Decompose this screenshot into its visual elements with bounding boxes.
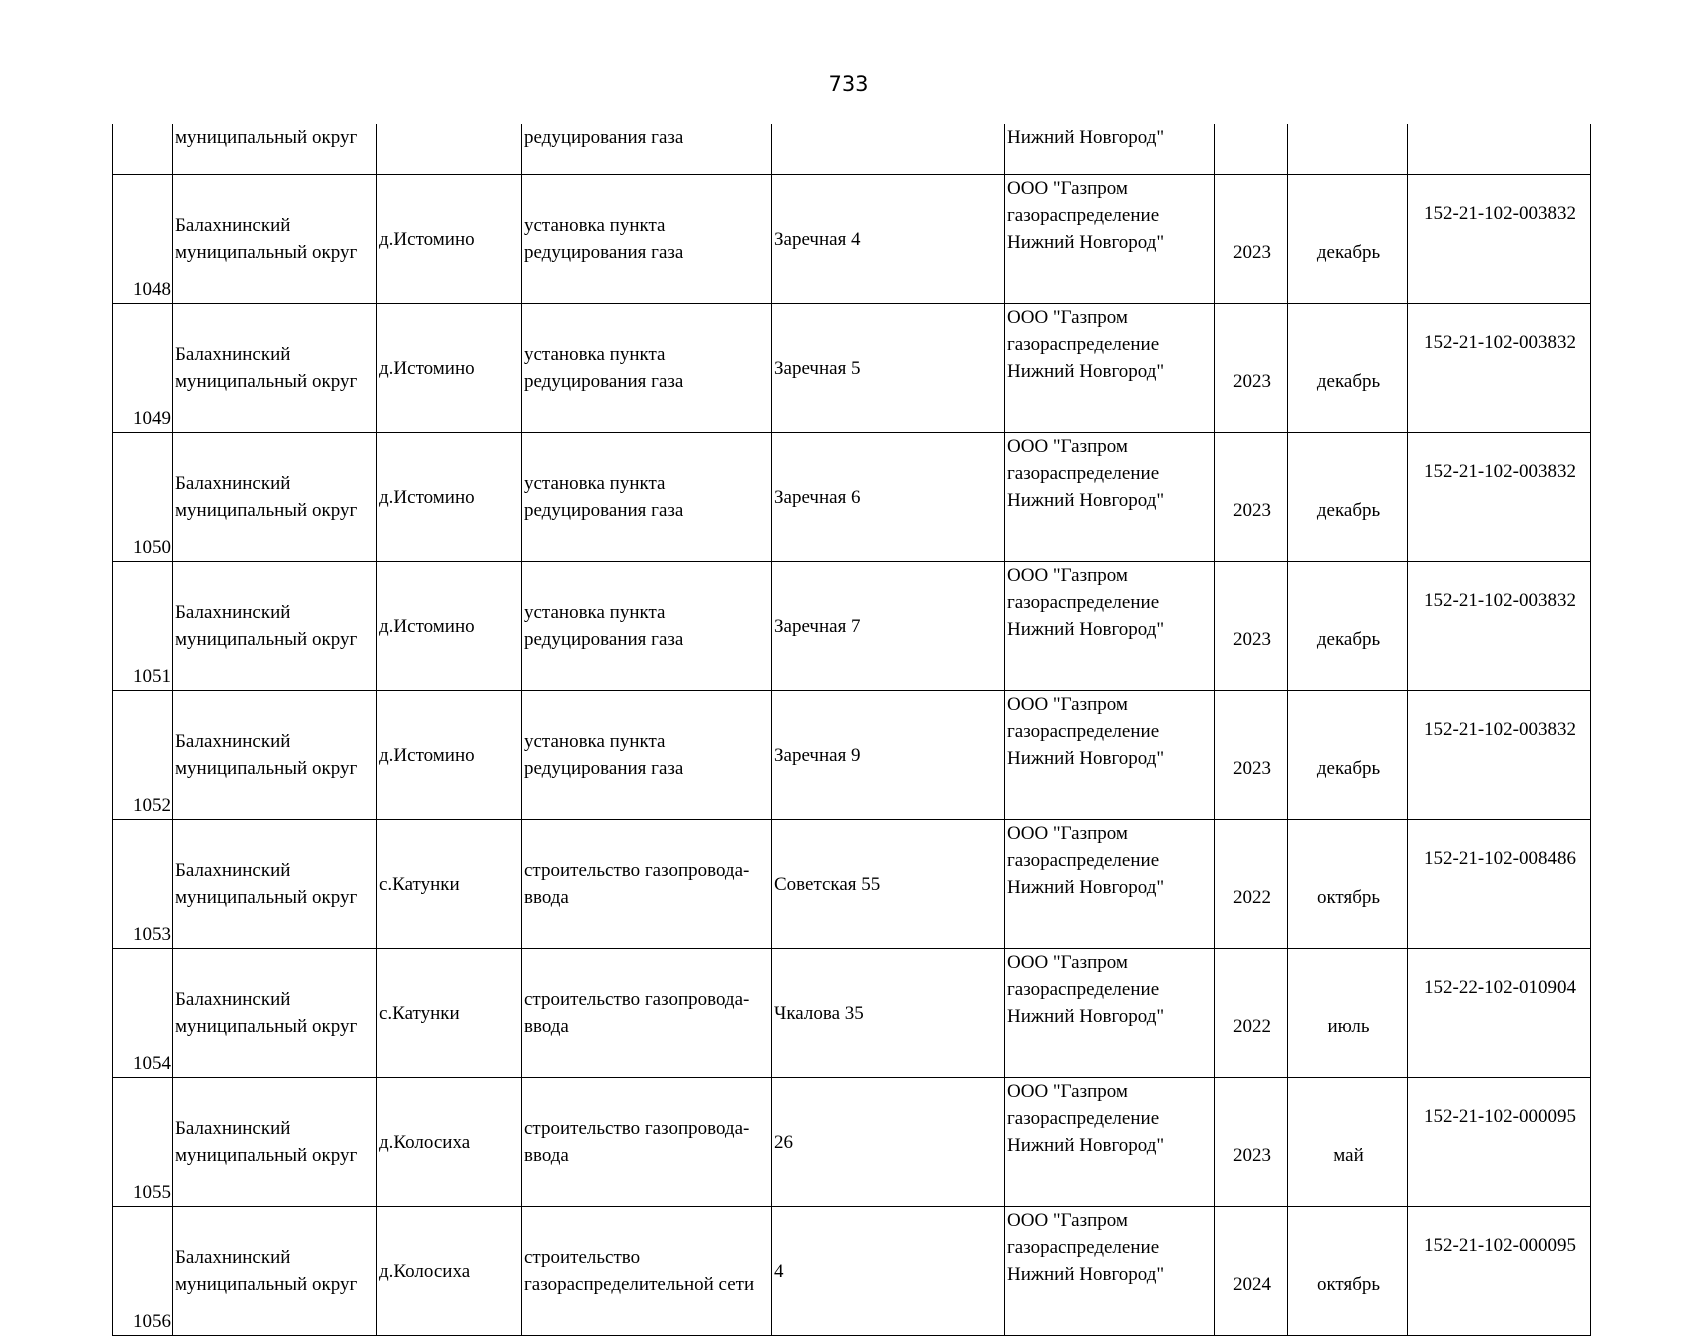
cell-settlement — [377, 175, 522, 304]
cell-organization-text: ООО "Газпром газораспределение Нижний Новгород" — [1007, 952, 1165, 1027]
cell-organization — [1005, 949, 1215, 1078]
cell-organization-text: ООО "Газпром газораспределение Нижний Новгород" — [1007, 1210, 1165, 1285]
cell-work — [522, 949, 772, 1078]
cell-work — [522, 175, 772, 304]
cell-district-text: Балахнинский муниципальный округ — [175, 731, 358, 779]
cell-code — [1408, 433, 1591, 562]
cell-year — [1215, 124, 1288, 175]
cell-month — [1288, 1078, 1408, 1207]
cell-organization: Нижний Новгород" — [1005, 124, 1215, 175]
cell-code-text: 152-21-102-000095 — [1424, 1235, 1576, 1256]
cell-settlement-text: д.Истомино — [379, 357, 475, 379]
cell-address-text: Заречная 4 — [774, 228, 861, 250]
cell-number — [113, 820, 173, 949]
cell-number — [113, 433, 173, 562]
cell-work-text: строительство газопровода- ввода — [524, 860, 750, 908]
cell-settlement — [377, 1207, 522, 1336]
cell-month — [1288, 175, 1408, 304]
cell-year-text: 2022 — [1233, 887, 1271, 908]
cell-year — [1215, 1207, 1288, 1336]
cell-district — [173, 1078, 377, 1207]
cell-year-text: 2023 — [1233, 242, 1271, 263]
cell-year-text: 2023 — [1233, 371, 1271, 392]
cell-organization — [1005, 433, 1215, 562]
cell-address — [772, 562, 1005, 691]
cell-number-text: 1048 — [133, 279, 171, 300]
cell-number-text: 1056 — [133, 1311, 171, 1332]
cell-number — [113, 1078, 173, 1207]
cell-organization-text: ООО "Газпром газораспределение Нижний Новгород" — [1007, 178, 1165, 253]
cell-organization-text: ООО "Газпром газораспределение Нижний Новгород" — [1007, 823, 1165, 898]
cell-work-text: установка пункта редуцирования газа — [524, 731, 684, 779]
cell-code — [1408, 1207, 1591, 1336]
gasification-table — [112, 124, 1591, 1336]
cell-settlement-text: с.Катунки — [379, 873, 460, 895]
cell-work — [522, 304, 772, 433]
cell-address — [772, 124, 1005, 175]
cell-code — [1408, 820, 1591, 949]
cell-year — [1215, 691, 1288, 820]
cell-month-text: июль — [1327, 1016, 1370, 1037]
cell-district-text: Балахнинский муниципальный округ — [175, 215, 358, 263]
cell-year-text: 2022 — [1233, 1016, 1271, 1037]
page-number: 733 — [828, 72, 869, 96]
cell-district — [173, 175, 377, 304]
cell-code — [1408, 949, 1591, 1078]
cell-organization-text: ООО "Газпром газораспределение Нижний Новгород" — [1007, 694, 1165, 769]
cell-year — [1215, 304, 1288, 433]
cell-number-text: 1050 — [133, 537, 171, 558]
cell-settlement-text: д.Истомино — [379, 615, 475, 637]
cell-address-text: Советская 55 — [774, 873, 881, 895]
cell-organization — [1005, 1078, 1215, 1207]
cell-district — [173, 949, 377, 1078]
cell-number — [113, 304, 173, 433]
cell-work — [522, 433, 772, 562]
cell-district — [173, 562, 377, 691]
cell-work-text: установка пункта редуцирования газа — [524, 473, 684, 521]
cell-year-text: 2023 — [1233, 500, 1271, 521]
cell-code — [1408, 562, 1591, 691]
cell-address-text: Заречная 6 — [774, 486, 861, 508]
cell-address — [772, 304, 1005, 433]
cell-number-text: 1054 — [133, 1053, 171, 1074]
cell-month-text: октябрь — [1316, 1274, 1381, 1295]
cell-work-text: строительство газопровода- ввода — [524, 989, 750, 1037]
cell-year — [1215, 820, 1288, 949]
cell-number — [113, 562, 173, 691]
cell-organization-text: ООО "Газпром газораспределение Нижний Новгород" — [1007, 307, 1165, 382]
cell-address-text: Чкалова 35 — [774, 1002, 864, 1024]
cell-organization — [1005, 1207, 1215, 1336]
table-row — [113, 1078, 1591, 1207]
cell-address-text: Заречная 5 — [774, 357, 861, 379]
cell-settlement — [377, 1078, 522, 1207]
cell-district-text: Балахнинский муниципальный округ — [175, 344, 358, 392]
cell-year-text: 2023 — [1233, 758, 1271, 779]
cell-code-text: 152-21-102-003832 — [1424, 203, 1576, 224]
cell-district-text: Балахнинский муниципальный округ — [175, 473, 358, 521]
cell-code — [1408, 124, 1591, 175]
cell-code — [1408, 691, 1591, 820]
table-row — [113, 175, 1591, 304]
cell-number — [113, 691, 173, 820]
cell-district-text: Балахнинский муниципальный округ — [175, 860, 358, 908]
cell-number-text: 1052 — [133, 795, 171, 816]
cell-number-text: 1049 — [133, 408, 171, 429]
cell-year — [1215, 1078, 1288, 1207]
cell-address-text: 4 — [774, 1260, 784, 1282]
cell-organization — [1005, 691, 1215, 820]
cell-district: муниципальный округ — [173, 124, 377, 175]
cell-code — [1408, 175, 1591, 304]
cell-settlement-text: д.Истомино — [379, 744, 475, 766]
table-row — [113, 820, 1591, 949]
cell-address — [772, 820, 1005, 949]
cell-month — [1288, 562, 1408, 691]
cell-organization — [1005, 175, 1215, 304]
cell-settlement-text: д.Истомино — [379, 228, 475, 250]
cell-work — [522, 691, 772, 820]
cell-number-text: 1055 — [133, 1182, 171, 1203]
cell-month — [1288, 820, 1408, 949]
continued-row — [113, 124, 1591, 175]
cell-address-text: Заречная 9 — [774, 744, 861, 766]
cell-work — [522, 562, 772, 691]
cell-code-text: 152-21-102-003832 — [1424, 332, 1576, 353]
cell-month-text: декабрь — [1316, 371, 1381, 392]
cell-month — [1288, 1207, 1408, 1336]
cell-number — [113, 949, 173, 1078]
cell-settlement — [377, 562, 522, 691]
cell-month — [1288, 124, 1408, 175]
cell-settlement-text: д.Истомино — [379, 486, 475, 508]
cell-number-text: 1051 — [133, 666, 171, 687]
cell-number-text: 1053 — [133, 924, 171, 945]
cell-settlement — [377, 691, 522, 820]
cell-year-text: 2023 — [1233, 629, 1271, 650]
cell-settlement-text: д.Колосиха — [379, 1260, 471, 1282]
cell-address — [772, 175, 1005, 304]
cell-settlement — [377, 949, 522, 1078]
cell-organization — [1005, 562, 1215, 691]
cell-code-text: 152-21-102-000095 — [1424, 1106, 1576, 1127]
cell-organization — [1005, 820, 1215, 949]
cell-year-text: 2023 — [1233, 1145, 1271, 1166]
cell-month-text: октябрь — [1316, 887, 1381, 908]
cell-year-text: 2024 — [1233, 1274, 1271, 1295]
cell-month-text: декабрь — [1316, 758, 1381, 779]
cell-year — [1215, 562, 1288, 691]
cell-work-text: установка пункта редуцирования газа — [524, 215, 684, 263]
table-row — [113, 562, 1591, 691]
cell-code — [1408, 304, 1591, 433]
table-row — [113, 949, 1591, 1078]
table-row — [113, 1207, 1591, 1336]
cell-address-text: Заречная 7 — [774, 615, 861, 637]
cell-code-text: 152-21-102-008486 — [1424, 848, 1576, 869]
cell-code-text: 152-21-102-003832 — [1424, 461, 1576, 482]
cell-year — [1215, 433, 1288, 562]
cell-month-text: май — [1333, 1145, 1364, 1166]
cell-month-text: декабрь — [1316, 242, 1381, 263]
cell-work: редуцирования газа — [522, 124, 772, 175]
cell-district — [173, 820, 377, 949]
cell-district — [173, 1207, 377, 1336]
cell-month — [1288, 691, 1408, 820]
cell-code-text: 152-21-102-003832 — [1424, 590, 1576, 611]
table-row — [113, 304, 1591, 433]
cell-work — [522, 1207, 772, 1336]
cell-work-text: строительство газопровода- ввода — [524, 1118, 750, 1166]
cell-month — [1288, 949, 1408, 1078]
cell-work — [522, 820, 772, 949]
cell-settlement-text: с.Катунки — [379, 1002, 460, 1024]
cell-work-text: установка пункта редуцирования газа — [524, 344, 684, 392]
cell-district — [173, 304, 377, 433]
cell-address — [772, 433, 1005, 562]
cell-district-text: Балахнинский муниципальный округ — [175, 989, 358, 1037]
cell-organization-text: ООО "Газпром газораспределение Нижний Новгород" — [1007, 565, 1165, 640]
cell-organization — [1005, 304, 1215, 433]
cell-address-text: 26 — [774, 1131, 793, 1153]
cell-district-text: Балахнинский муниципальный округ — [175, 602, 358, 650]
cell-organization-text: ООО "Газпром газораспределение Нижний Новгород" — [1007, 1081, 1165, 1156]
cell-address — [772, 1078, 1005, 1207]
cell-settlement — [377, 124, 522, 175]
cell-work — [522, 1078, 772, 1207]
cell-address — [772, 949, 1005, 1078]
cell-work-text: установка пункта редуцирования газа — [524, 602, 684, 650]
cell-number — [113, 1207, 173, 1336]
cell-number — [113, 175, 173, 304]
cell-settlement — [377, 820, 522, 949]
cell-district-text: Балахнинский муниципальный округ — [175, 1247, 358, 1295]
cell-organization-text: ООО "Газпром газораспределение Нижний Новгород" — [1007, 436, 1165, 511]
table-row — [113, 433, 1591, 562]
cell-code-text: 152-22-102-010904 — [1424, 977, 1576, 998]
cell-work-text: строительство газораспределительной сети — [524, 1247, 755, 1295]
cell-code — [1408, 1078, 1591, 1207]
cell-month — [1288, 433, 1408, 562]
cell-code-text: 152-21-102-003832 — [1424, 719, 1576, 740]
cell-address — [772, 691, 1005, 820]
cell-settlement — [377, 304, 522, 433]
cell-district — [173, 433, 377, 562]
cell-settlement — [377, 433, 522, 562]
cell-year — [1215, 949, 1288, 1078]
table-row — [113, 691, 1591, 820]
cell-month-text: декабрь — [1316, 500, 1381, 521]
cell-district — [173, 691, 377, 820]
cell-month-text: декабрь — [1316, 629, 1381, 650]
cell-year — [1215, 175, 1288, 304]
cell-address — [772, 1207, 1005, 1336]
cell-settlement-text: д.Колосиха — [379, 1131, 471, 1153]
cell-month — [1288, 304, 1408, 433]
cell-number — [113, 124, 173, 175]
cell-district-text: Балахнинский муниципальный округ — [175, 1118, 358, 1166]
